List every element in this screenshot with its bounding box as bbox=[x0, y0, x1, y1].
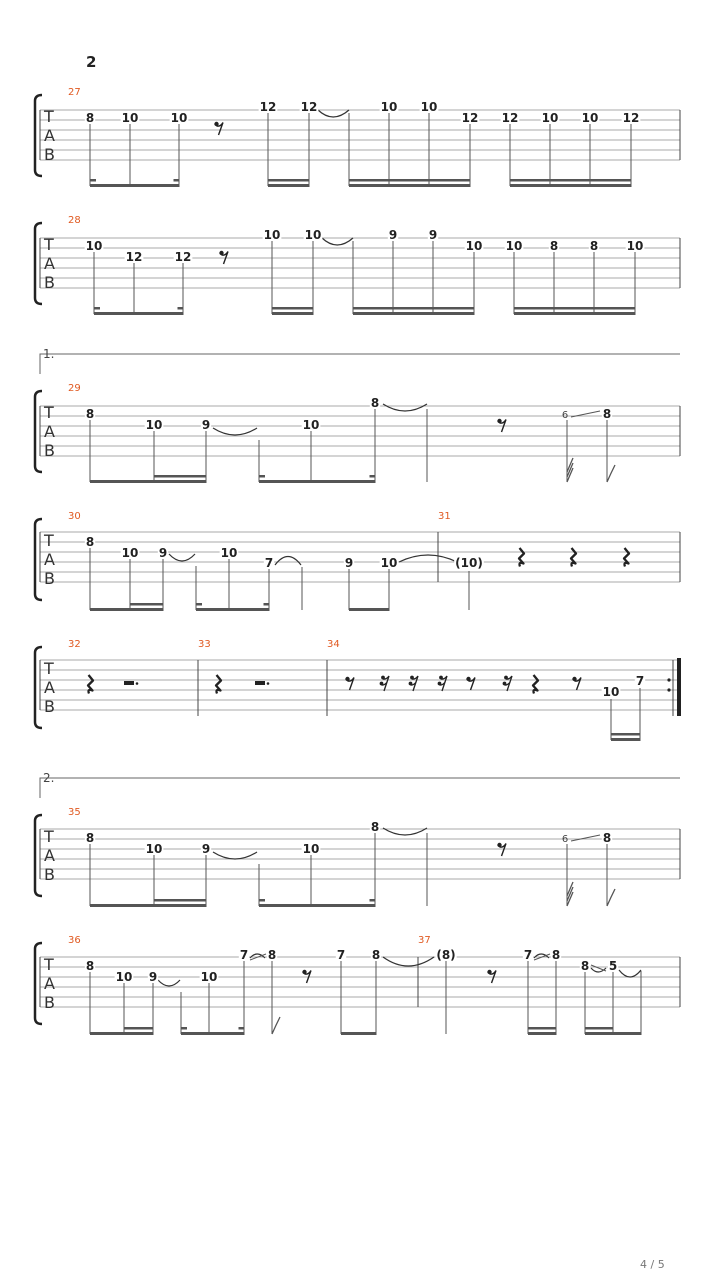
fret-numbers bbox=[602, 674, 646, 699]
tab-letter-b: B bbox=[44, 273, 55, 292]
fret-number: 8 bbox=[370, 820, 380, 834]
quarter-rest bbox=[88, 675, 93, 694]
slide bbox=[571, 835, 600, 841]
fret-number: 12 bbox=[461, 111, 479, 125]
measure-number: 28 bbox=[68, 215, 81, 226]
tie bbox=[383, 957, 434, 966]
fret-number: 8 bbox=[589, 239, 599, 253]
fret-number: 8 bbox=[85, 407, 95, 421]
fret-number: 10 bbox=[541, 111, 559, 125]
fret-number: 8 bbox=[85, 111, 95, 125]
measure-number: 34 bbox=[327, 639, 340, 650]
eighth-rest bbox=[466, 677, 475, 690]
measure-number: 32 bbox=[68, 639, 81, 650]
eighth-rest bbox=[487, 970, 496, 983]
note-beams bbox=[90, 603, 390, 611]
system-6 bbox=[35, 807, 680, 907]
tie bbox=[169, 554, 195, 561]
tab-letter-a: A bbox=[44, 678, 55, 697]
fret-number: 8 bbox=[549, 239, 559, 253]
quarter-rest bbox=[571, 548, 576, 567]
eighth-rest bbox=[219, 251, 228, 264]
fret-number: 10 bbox=[121, 546, 139, 560]
note-beams bbox=[90, 1027, 642, 1035]
fret-numbers bbox=[85, 396, 612, 432]
tie bbox=[383, 404, 427, 411]
fret-number: 10 bbox=[465, 239, 483, 253]
measure-number: 31 bbox=[438, 511, 451, 522]
system-4 bbox=[35, 511, 680, 611]
system-brace bbox=[35, 391, 42, 472]
fret-number: 8 bbox=[85, 831, 95, 845]
measure-number: 29 bbox=[68, 383, 81, 394]
sixteenth-rest bbox=[503, 676, 512, 691]
measure-number: 35 bbox=[68, 807, 81, 818]
tie bbox=[213, 852, 257, 859]
fret-number: 10 bbox=[263, 228, 281, 242]
note-beams bbox=[90, 899, 376, 907]
volta-label: 1. bbox=[43, 347, 55, 361]
fret-numbers bbox=[85, 820, 612, 856]
fret-number: 10 bbox=[302, 842, 320, 856]
measure-number: 33 bbox=[198, 639, 211, 650]
staff-lines bbox=[40, 406, 680, 456]
tab-letter-t: T bbox=[44, 955, 54, 974]
fret-number: 10 bbox=[200, 970, 218, 984]
fret-number: 10 bbox=[170, 111, 188, 125]
system-brace bbox=[35, 223, 42, 304]
fret-number: 10 bbox=[505, 239, 523, 253]
note-beams bbox=[611, 733, 641, 741]
fret-number: 9 bbox=[388, 228, 398, 242]
fret-number: 8 bbox=[371, 948, 381, 962]
fret-number: 8 bbox=[602, 407, 612, 421]
note-flag bbox=[272, 1017, 280, 1034]
fret-number: 9 bbox=[344, 556, 354, 570]
fret-number: 12 bbox=[174, 250, 192, 264]
note-beams bbox=[90, 475, 376, 483]
eighth-rest bbox=[497, 419, 506, 432]
tab-letter-a: A bbox=[44, 254, 55, 273]
tab-letter-a: A bbox=[44, 846, 55, 865]
fret-number: 7 bbox=[635, 674, 645, 688]
fret-numbers bbox=[85, 948, 618, 984]
tab-letter-a: A bbox=[44, 126, 55, 145]
tie bbox=[275, 557, 301, 566]
fret-number: 12 bbox=[125, 250, 143, 264]
tab-letter-a: A bbox=[44, 550, 55, 569]
quarter-rest bbox=[216, 675, 221, 694]
fret-number: 6 bbox=[561, 834, 569, 845]
quarter-rest bbox=[533, 675, 538, 694]
tab-letter-b: B bbox=[44, 441, 55, 460]
system-brace bbox=[35, 815, 42, 896]
system-brace bbox=[35, 647, 42, 728]
tab-letter-t: T bbox=[44, 659, 54, 678]
fret-number: 12 bbox=[622, 111, 640, 125]
eighth-rest bbox=[572, 677, 581, 690]
repeat-end bbox=[667, 658, 681, 716]
measure-number: 36 bbox=[68, 935, 81, 946]
fret-number: 12 bbox=[259, 100, 277, 114]
fret-number: 8 bbox=[580, 959, 590, 973]
fret-number: 10 bbox=[380, 100, 398, 114]
fret-numbers bbox=[85, 228, 645, 264]
fret-number: 10 bbox=[85, 239, 103, 253]
tab-letter-b: B bbox=[44, 569, 55, 588]
fret-number: 10 bbox=[145, 842, 163, 856]
system-5 bbox=[35, 639, 681, 741]
system-brace bbox=[35, 943, 42, 1024]
fret-number: 10 bbox=[302, 418, 320, 432]
note-flags bbox=[567, 882, 615, 906]
fret-number: 8 bbox=[602, 831, 612, 845]
fret-number: 6 bbox=[561, 410, 569, 421]
sixteenth-rest bbox=[409, 676, 418, 691]
volta-bracket-1 bbox=[40, 347, 680, 374]
tie bbox=[619, 970, 641, 977]
page-number: 4 / 5 bbox=[640, 1258, 665, 1271]
fret-number: 10 bbox=[581, 111, 599, 125]
track-number: 2 bbox=[86, 53, 97, 71]
fret-number: 10 bbox=[420, 100, 438, 114]
fret-number: 9 bbox=[201, 418, 211, 432]
fret-number: 9 bbox=[158, 546, 168, 560]
quarter-rest bbox=[624, 548, 629, 567]
volta-label: 2. bbox=[43, 771, 55, 785]
volta-bracket-2 bbox=[40, 771, 680, 798]
sixteenth-rest bbox=[438, 676, 447, 691]
fret-number: 8 bbox=[267, 948, 277, 962]
measure-number: 37 bbox=[418, 935, 431, 946]
fret-number: 9 bbox=[201, 842, 211, 856]
tie bbox=[158, 980, 180, 986]
tab-letter-t: T bbox=[44, 531, 54, 550]
system-7 bbox=[35, 935, 680, 1035]
tab-letter-b: B bbox=[44, 993, 55, 1012]
tab-letter-t: T bbox=[44, 403, 54, 422]
fret-number: 10 bbox=[145, 418, 163, 432]
fret-number: 7 bbox=[264, 556, 274, 570]
tab-letter-t: T bbox=[44, 235, 54, 254]
fret-number: 8 bbox=[85, 959, 95, 973]
fret-number: 12 bbox=[501, 111, 519, 125]
system-1 bbox=[35, 87, 680, 187]
tab-letter-a: A bbox=[44, 974, 55, 993]
fret-number: 10 bbox=[121, 111, 139, 125]
tab-letter-b: B bbox=[44, 865, 55, 884]
fret-number: 9 bbox=[148, 970, 158, 984]
dotted-half-rest bbox=[124, 681, 138, 685]
system-2 bbox=[35, 215, 680, 315]
tie bbox=[399, 555, 457, 562]
eighth-rest bbox=[302, 970, 311, 983]
quarter-rest bbox=[519, 548, 524, 567]
system-brace bbox=[35, 95, 42, 176]
eighth-rest bbox=[214, 122, 223, 135]
fret-number: 8 bbox=[370, 396, 380, 410]
fret-number: 10 bbox=[304, 228, 322, 242]
fret-number: 7 bbox=[523, 948, 533, 962]
tie bbox=[322, 238, 353, 245]
fret-number: 10 bbox=[115, 970, 133, 984]
fret-number: 10 bbox=[380, 556, 398, 570]
dotted-half-rest bbox=[255, 681, 269, 685]
fret-number: 8 bbox=[85, 535, 95, 549]
fret-number: 10 bbox=[602, 685, 620, 699]
tab-letter-t: T bbox=[44, 107, 54, 126]
fret-number: (8) bbox=[436, 948, 456, 962]
fret-number: 10 bbox=[626, 239, 644, 253]
tie bbox=[318, 110, 349, 117]
system-3 bbox=[35, 383, 680, 483]
tab-letter-t: T bbox=[44, 827, 54, 846]
note-stems bbox=[90, 545, 469, 610]
fret-numbers bbox=[85, 100, 641, 125]
sixteenth-rest bbox=[380, 676, 389, 691]
tab-letter-a: A bbox=[44, 422, 55, 441]
fret-number: 9 bbox=[428, 228, 438, 242]
staff-lines bbox=[40, 660, 680, 710]
fret-number: 7 bbox=[239, 948, 249, 962]
fret-number: (10) bbox=[455, 556, 483, 570]
fret-number: 8 bbox=[551, 948, 561, 962]
fret-number: 7 bbox=[336, 948, 346, 962]
measure-number: 27 bbox=[68, 87, 81, 98]
fret-number: 12 bbox=[300, 100, 318, 114]
note-flags bbox=[567, 458, 615, 482]
eighth-rest bbox=[345, 677, 354, 690]
fret-number: 5 bbox=[608, 959, 618, 973]
tie bbox=[213, 428, 257, 435]
staff-lines bbox=[40, 829, 680, 879]
fret-number: 10 bbox=[220, 546, 238, 560]
tab-letter-b: B bbox=[44, 145, 55, 164]
tab-letter-b: B bbox=[44, 697, 55, 716]
system-brace bbox=[35, 519, 42, 600]
measure-number: 30 bbox=[68, 511, 81, 522]
